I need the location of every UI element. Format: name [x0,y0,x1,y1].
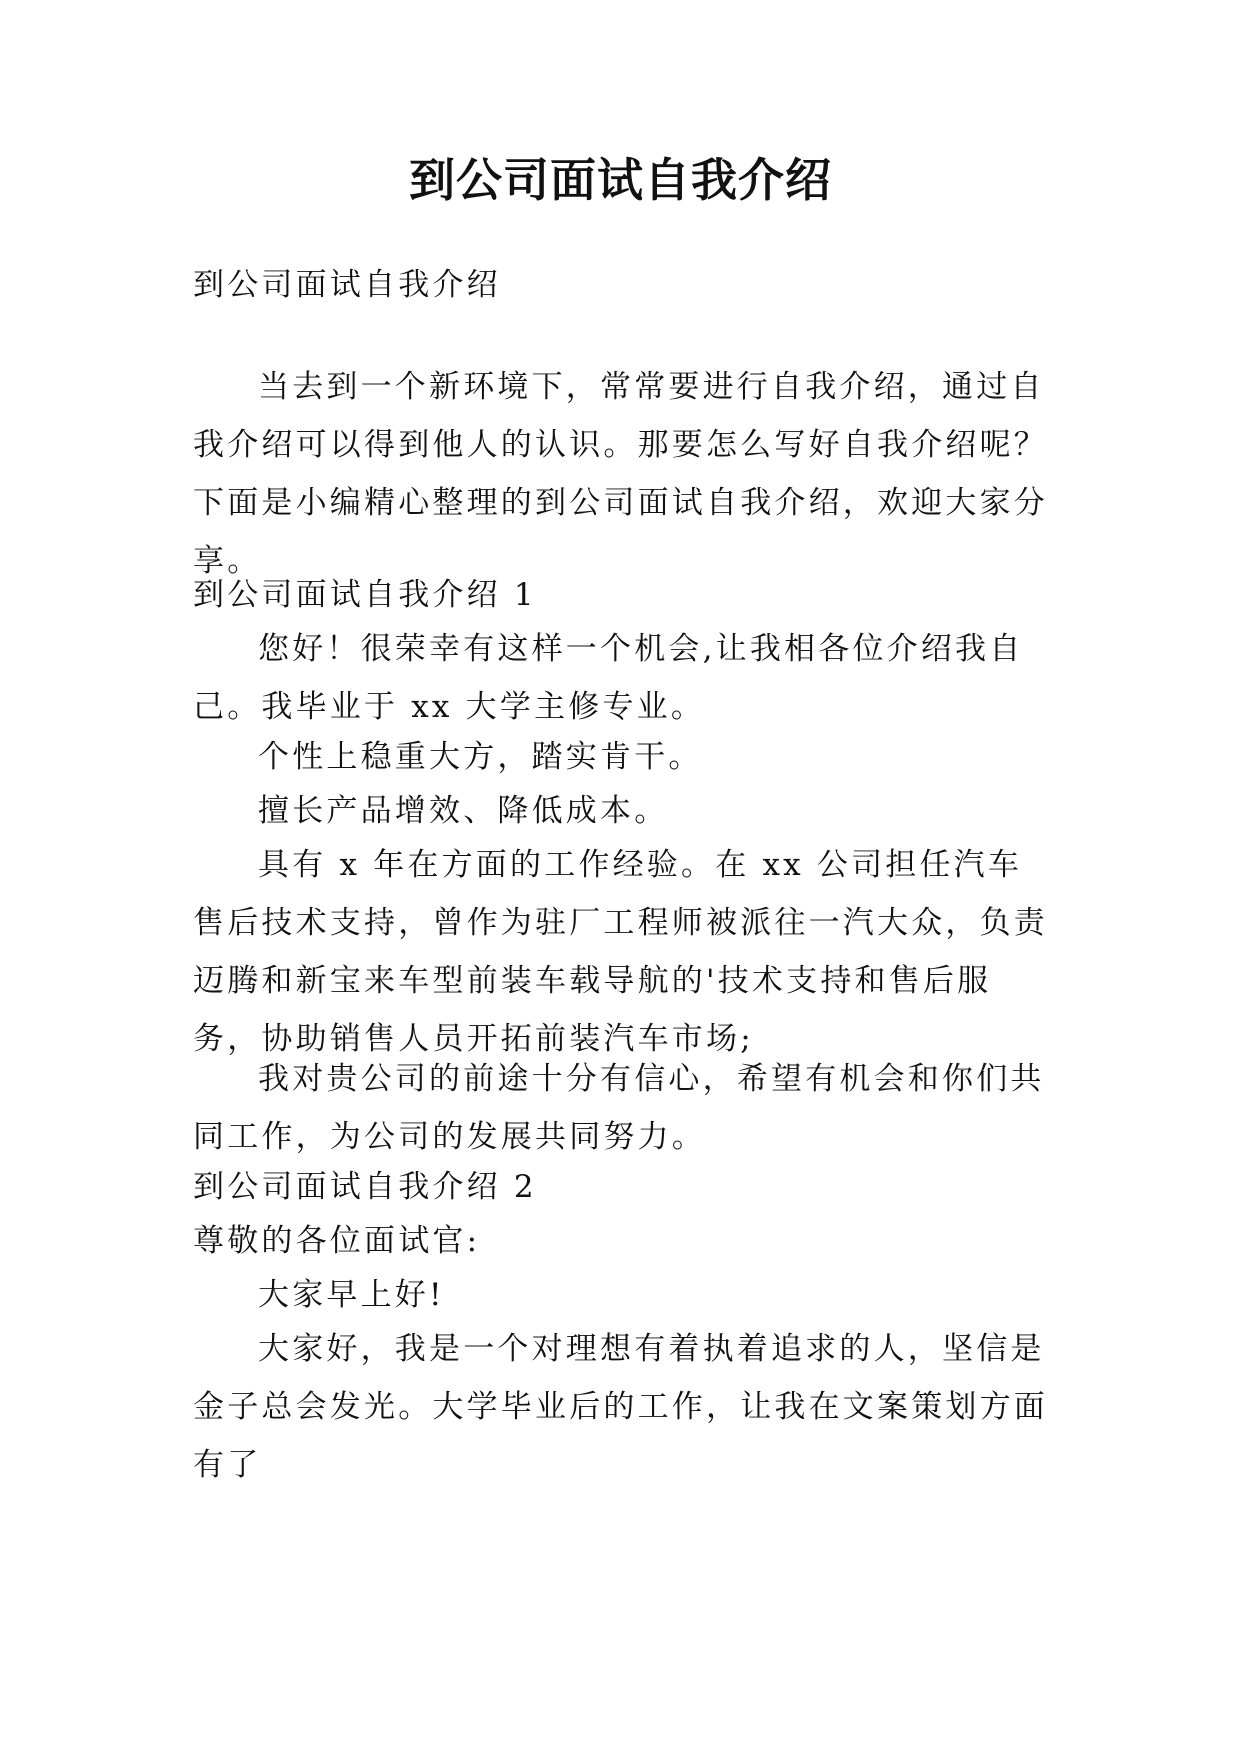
intro-paragraph: 当去到一个新环境下，常常要进行自我介绍，通过自我介绍可以得到他人的认识。那要怎么写好自我介绍呢？下面是小编精心整理的到公司面试自我介绍，欢迎大家分享。 [193,369,1048,579]
section2-paragraph-1: 大家好，我是一个对理想有着执着追求的人，坚信是金子总会发光。大学毕业后的工作，让我在文案策划方面有了 [193,1331,1048,1483]
section2-heading: 到公司面试自我介绍 2 [193,1169,537,1205]
section1-paragraph-5: 我对贵公司的前途十分有信心，希望有机会和你们共同工作，为公司的发展共同努力。 [193,1061,1045,1155]
section1-paragraph-4: 具有 x 年在方面的工作经验。在 xx 公司担任汽车售后技术支持，曾作为驻厂工程师被派往一汽大众，负责迈腾和新宝来车型前装车载导航的'技术支持和售后服务，协助销售人员开拓前装汽车市场; [193,847,1048,1057]
section1-paragraph-2: 个性上稳重大方，踏实肯干。 [258,739,703,775]
section1-paragraph-3: 擅长产品增效、降低成本。 [258,793,669,829]
document-subtitle: 到公司面试自我介绍 [193,267,501,303]
section1-heading: 到公司面试自我介绍 1 [193,577,537,613]
section2-salutation: 尊敬的各位面试官: [193,1223,481,1259]
document-title: 到公司面试自我介绍 [409,153,832,207]
section2-greeting: 大家早上好! [258,1277,445,1313]
section1-paragraph-1: 您好！很荣幸有这样一个机会,让我相各位介绍我自己。我毕业于 xx 大学主修专业。 [193,631,1024,725]
